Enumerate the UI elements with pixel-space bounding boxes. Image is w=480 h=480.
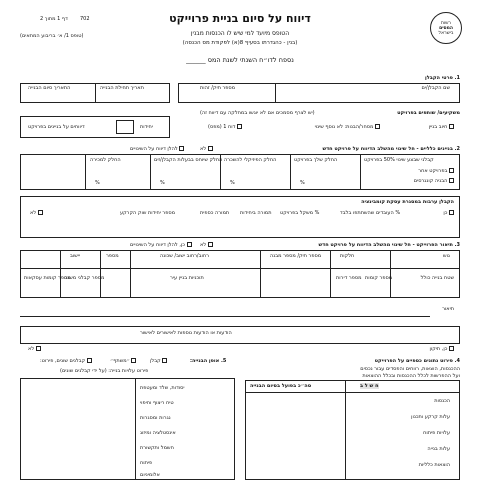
partner-check-a[interactable] [429, 124, 454, 130]
section2-yes[interactable] [130, 146, 184, 152]
divider [330, 250, 331, 298]
row-label: עלות קרקע ותכנון [411, 414, 450, 420]
tax-year-label: נספח לדו״ח השנתי לשנת המס [207, 56, 294, 64]
col-label: החלק שלך בפרויקט [294, 157, 338, 163]
logo-line: בישראל [438, 30, 454, 36]
sub-label: תוכניות בניין עיר [170, 275, 204, 281]
section3-table [20, 250, 460, 298]
check-label: דוח 1 (מפס) [208, 124, 236, 130]
divider [275, 83, 276, 103]
description-label: תיאור [442, 306, 454, 312]
option-label: הבניה קונגרסים [413, 178, 448, 184]
option-label: לא [200, 242, 207, 248]
option-label: לא [200, 146, 207, 152]
row-label: עלות בנייה [427, 446, 450, 452]
logo-line: המסים [439, 25, 453, 31]
col-label: יישוב [70, 253, 81, 259]
section3-note-block [20, 326, 460, 344]
divider [150, 154, 151, 190]
divider [345, 380, 346, 480]
col-label: החלק שיוחס בבעלות הקבלן/זים [154, 157, 223, 163]
divider [85, 154, 86, 190]
form-subtitle: הטופס מיועד למי שיש לו הכנסות מבנין [190, 30, 290, 37]
section3-yes[interactable] [130, 242, 192, 248]
col-label: תמורה כספית [200, 210, 230, 216]
option-label: קבלן [150, 358, 161, 364]
tax-year-line [150, 56, 330, 64]
partner-check-b[interactable] [315, 124, 380, 130]
divider [100, 250, 101, 298]
divider [360, 154, 361, 190]
check-label: מסחר/הבנות: לא נוסף שינוי [314, 124, 374, 130]
cost-row: טיח ריצוף וחיפוי [140, 400, 174, 406]
form-title: דיווח על סיום בניית פרוייקט [169, 12, 311, 25]
cost-row: אינסטלציה ומיזוג [140, 430, 176, 436]
col-label: מספר תיק/ מספר מבנה [270, 253, 322, 259]
col-label: מספר יחידות שוק הקרקע [120, 210, 175, 216]
option-label: כן, תיקון [429, 346, 448, 352]
partner-check-c[interactable] [208, 124, 242, 130]
sub-option[interactable] [418, 168, 454, 174]
tax-authority-logo [430, 12, 462, 44]
report-label: דיווחים על בניינים בפרויקט [28, 124, 85, 130]
section2b-yes[interactable] [443, 210, 454, 216]
col-header: ח ש ל ב [360, 383, 379, 389]
section4-title: 4. פירוט נתונים כספיים על הפרוייקט [374, 358, 460, 364]
cost-row: חשמל ותקשורת [140, 445, 174, 451]
col-label: החלק הפיזיקלי להשכרה [224, 157, 277, 163]
section5-sub: פירוט עלויות בנייה: (על ידי קבלנים שונים) [60, 368, 149, 374]
sub-label: מספר דירות [336, 275, 362, 281]
col-label: קבלני שבצע שינוי 50% בפרויקט [364, 157, 434, 163]
file-number-label: מספר תיק/ זהות [200, 85, 236, 91]
section2-no[interactable] [200, 146, 213, 152]
col-label: מספר [106, 253, 119, 259]
cost-row: יסודות, שלד ומעטפת [140, 385, 185, 391]
option-label: כן [443, 210, 448, 216]
build-opt3[interactable] [40, 358, 92, 364]
sub-label: מספר קומות עסקאות [24, 275, 71, 281]
divider [60, 250, 61, 298]
col-label: רחוב/רחוב ישוב/ שכונה [160, 253, 209, 259]
section5-title: 5. אופן הבנייה: [190, 358, 227, 364]
divider [260, 250, 261, 298]
row-label: הוצאות כלליות [418, 462, 450, 468]
divider [245, 392, 460, 393]
row-label: הכנסות [434, 398, 450, 404]
section3-note: הודעות או הודעות נוספות לאישורים לאישור [140, 330, 232, 336]
option-label: ״משתף״ [110, 358, 130, 364]
divider [130, 250, 131, 298]
col-label: גוש [443, 253, 450, 259]
end-date-label: התאריך סיום הבנייה [28, 85, 71, 91]
form-number: 702 [80, 16, 90, 22]
divider [290, 154, 291, 190]
section1-title: 1. פרטי הקבלן [425, 75, 460, 81]
section2-title: 2. בניינים כלליים - חל שינוי מהשלב הדיווח על פרויקט חדש [322, 146, 460, 152]
section2b-no[interactable] [30, 210, 43, 216]
col-header: סה״כ בפועל בסיום הבנייה [250, 383, 312, 389]
cost-row: פיתוח [140, 460, 153, 466]
row-label: עלויות פיתוח [423, 430, 450, 436]
option-label: בפרויקט אחר [418, 168, 448, 174]
section3-no[interactable] [200, 242, 213, 248]
form-subtitle: (בנין - כהגדרתו בסעיף 8(א) לפקודת מס הכנסה) [182, 40, 298, 46]
logo-line: רשות [441, 20, 451, 26]
status-no[interactable] [28, 346, 41, 352]
divider [135, 378, 136, 480]
check-label: חיוב בניין [428, 124, 448, 130]
partners-label: משקיעים/ שותפים בפרויקט [397, 110, 460, 116]
option-label: קבלנים שונים, [54, 358, 86, 364]
sub-label: שטח בנייה כולל [420, 275, 454, 281]
sub-label: מספר קבלני משנה [64, 275, 105, 281]
col-label: תמורה ביחידות [240, 210, 272, 216]
section3-title: 3. תיאור הפרוייקט - חל שינוי מהשלב הדיווח על פרויקט חדש [318, 242, 460, 248]
option-label: כן, להלן דיווח על השינויים [130, 242, 185, 248]
cost-row: אלומיניום [140, 472, 160, 478]
units-field[interactable] [116, 120, 134, 134]
partners-note: (יש לצרף מסמכים אם לא יוגשו במחלקה עם דיווח זה) [200, 110, 315, 116]
pct-sign: % [160, 180, 165, 186]
build-opt2[interactable] [110, 358, 136, 364]
col-label: החלק למכירה [90, 157, 121, 163]
section5-table [20, 378, 235, 480]
option-label: להלן דיווח על השינויים [130, 146, 178, 152]
build-opt1[interactable] [150, 358, 167, 364]
col-label: % משקל בפרויקט [280, 210, 320, 216]
tax-year-field[interactable]: ______ [186, 56, 206, 64]
revision-note: (טופס 1/ א׳ בריבוע המתאים) [20, 33, 84, 39]
col-label: % העובדים שהשתתפו בלבד [340, 210, 401, 216]
divider [390, 250, 391, 298]
option-label: לא [30, 210, 37, 216]
start-date-label: תאריך תחילת הבנייה [100, 85, 144, 91]
description-line[interactable] [20, 316, 430, 317]
page-label: דף 1 מתוך 2 [40, 16, 68, 22]
divider [95, 83, 96, 103]
pct-sign: % [230, 180, 235, 186]
cost-row: נגרות ומסגרות [140, 415, 171, 421]
pct-sign: % [300, 180, 305, 186]
option-label: לא [28, 346, 35, 352]
section4-note: ועל ההפרשות לכלל ההכנסות ובכלל ההוצאות [362, 373, 460, 379]
pct-sign: % [95, 180, 100, 186]
divider [20, 268, 460, 269]
section4-note: ההכנסות, הוצאות, רווחים והפסדים עבור נכסים [360, 366, 460, 372]
section2b-title: הקבלן ערבות במסגרת עסקת קומבינציה [361, 199, 454, 205]
col-label: חלקות [340, 253, 355, 259]
sub-label: מספר קומות [365, 275, 393, 281]
status-yes[interactable] [430, 346, 454, 352]
contractor-name-label: שם הקבלן/ים [421, 85, 450, 91]
sub-option[interactable] [414, 178, 454, 184]
option-label: פירוט: [40, 358, 54, 364]
units-label: יחידות [140, 124, 153, 130]
